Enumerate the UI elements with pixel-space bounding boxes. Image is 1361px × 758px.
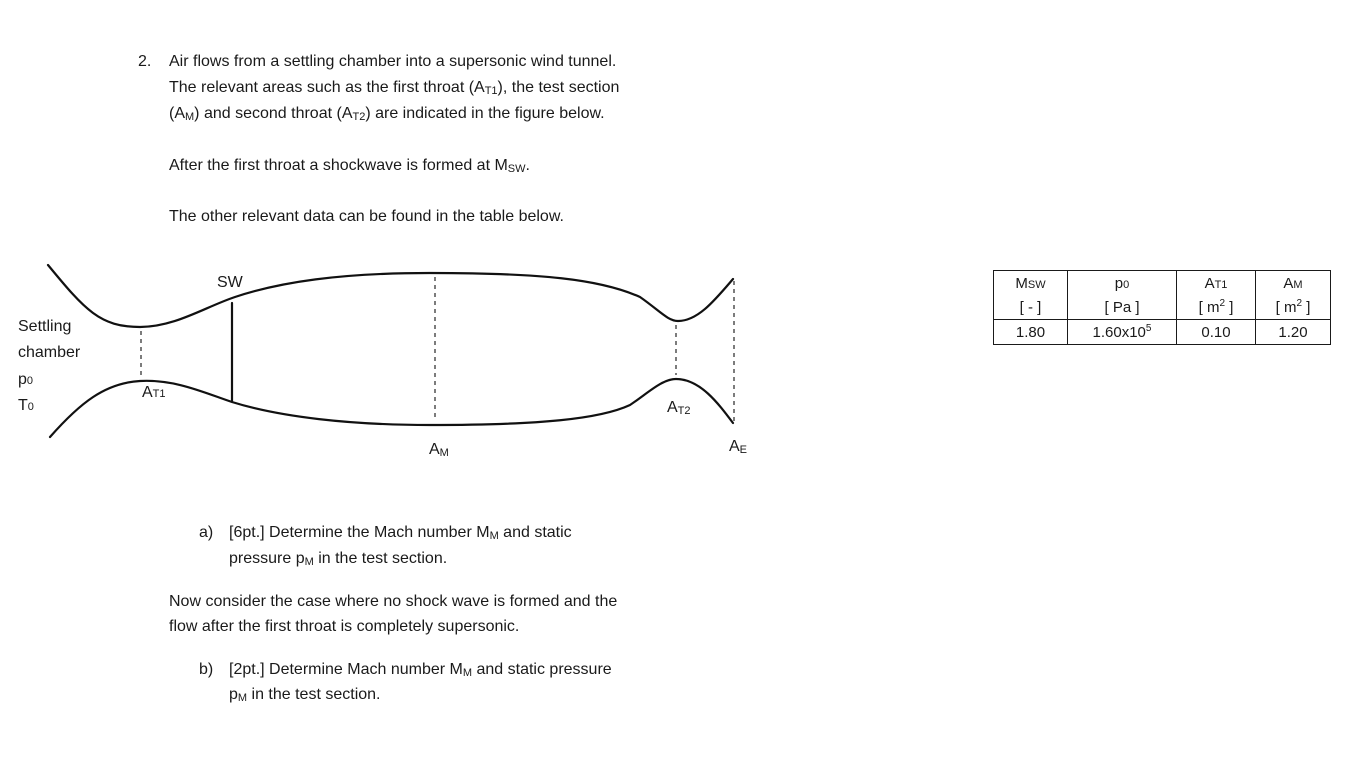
value-p0 [1068, 320, 1177, 345]
part-a-text: pressure p [229, 550, 305, 567]
part-b-line-2 [229, 685, 380, 708]
unit-msw: [ - ] [994, 295, 1068, 320]
subscript: M [304, 556, 314, 568]
unit-p0: [ Pa ] [1068, 295, 1177, 320]
shock-statement [169, 156, 530, 179]
intro-text: (A [169, 105, 185, 122]
shock-text: . [525, 157, 530, 174]
part-a-line-1 [229, 523, 572, 546]
data-note: The other relevant data can be found in the table below. [169, 208, 564, 225]
unit-end: ] [1302, 298, 1311, 316]
intro-text: ) and second throat (A [194, 105, 353, 122]
am-subscript: M [439, 447, 449, 459]
header-subscript: T1 [1214, 278, 1228, 291]
shock-text: After the first throat a shockwave is formed at M [169, 157, 508, 174]
intro-text: Air flows from a settling chamber into a supersonic wind tunnel. [169, 53, 617, 70]
subscript: T1 [484, 85, 498, 97]
value-at1: 0.10 [1177, 320, 1256, 345]
table-header-row [994, 271, 1331, 296]
subscript: M [462, 667, 473, 679]
header-subscript: 0 [1123, 278, 1130, 291]
part-a-line-2 [229, 549, 447, 572]
p0-subscript: 0 [26, 375, 34, 387]
data-table [993, 270, 1331, 345]
at2-main: A [667, 399, 678, 416]
part-a-text: [6pt.] Determine the Mach number M [229, 524, 490, 541]
am-main: A [429, 441, 440, 458]
unit-exponent: 2 [1296, 297, 1303, 309]
intro-text: The relevant areas such as the first throat (A [169, 79, 485, 96]
subscript: M [237, 692, 248, 704]
throat-1-label [142, 383, 166, 404]
header-main: A [1204, 274, 1215, 292]
throat-2-label [667, 398, 691, 421]
header-am [1256, 271, 1331, 296]
stagnation-pressure-label [18, 370, 33, 391]
sw-label: SW [217, 274, 243, 291]
unit-base: [ m [1275, 298, 1297, 316]
intro-line-3 [169, 104, 605, 127]
p0-main: p [18, 371, 27, 388]
stagnation-temperature-label [18, 396, 34, 417]
transition-line-2: flow after the first throat is completely supersonic. [169, 618, 520, 635]
part-b-text: and static pressure [472, 661, 612, 678]
part-a-text: in the test section. [313, 550, 448, 567]
header-msw [994, 271, 1068, 296]
part-b-line-1 [229, 660, 612, 683]
value-am: 1.20 [1256, 320, 1331, 345]
part-b-text: [2pt.] Determine Mach number M [229, 661, 463, 678]
chamber-label: chamber [18, 344, 81, 361]
transition-line-1: Now consider the case where no shock wave is formed and the [169, 593, 618, 610]
part-b-text: in the test section. [247, 686, 381, 703]
header-main: p [1114, 274, 1124, 292]
at1-subscript: T1 [152, 388, 166, 400]
unit-base: [ m [1198, 298, 1220, 316]
subscript: T2 [352, 111, 366, 123]
part-b-text: p [229, 686, 238, 703]
table-value-row [994, 320, 1331, 345]
ae-subscript: E [739, 444, 748, 456]
part-b-label: b) [199, 661, 214, 678]
exit-label [729, 437, 747, 460]
header-subscript: M [1293, 278, 1303, 291]
settling-label: Settling [18, 318, 72, 335]
wind-tunnel-diagram [0, 255, 780, 470]
header-main: A [1283, 274, 1294, 292]
header-main: M [1015, 274, 1028, 292]
value-exponent: 5 [1145, 322, 1152, 334]
t0-subscript: 0 [27, 401, 34, 413]
unit-at1 [1177, 295, 1256, 320]
header-subscript: SW [1027, 278, 1046, 291]
header-p0 [1068, 271, 1177, 296]
part-a-label: a) [199, 524, 214, 541]
subscript: SW [507, 163, 526, 175]
problem-number: 2. [138, 53, 152, 70]
at2-subscript: T2 [677, 405, 691, 417]
intro-text: ), the test section [497, 79, 620, 96]
intro-line-2 [169, 78, 619, 101]
tunnel-upper-wall [48, 265, 733, 327]
header-at1 [1177, 271, 1256, 296]
intro-text: ) are indicated in the figure below. [365, 105, 605, 122]
table-unit-row [994, 295, 1331, 320]
intro-line-1 [169, 52, 616, 72]
unit-am [1256, 295, 1331, 320]
at1-main: A [142, 384, 153, 401]
test-section-label [429, 440, 449, 463]
value-msw: 1.80 [994, 320, 1068, 345]
t0-main: T [18, 397, 28, 414]
part-a-text: and static [498, 524, 572, 541]
ae-main: A [729, 438, 740, 455]
subscript: M [489, 530, 499, 542]
unit-end: ] [1225, 298, 1234, 316]
subscript: M [185, 111, 195, 123]
unit-exponent: 2 [1219, 297, 1226, 309]
value-base: 1.60x10 [1092, 323, 1146, 341]
